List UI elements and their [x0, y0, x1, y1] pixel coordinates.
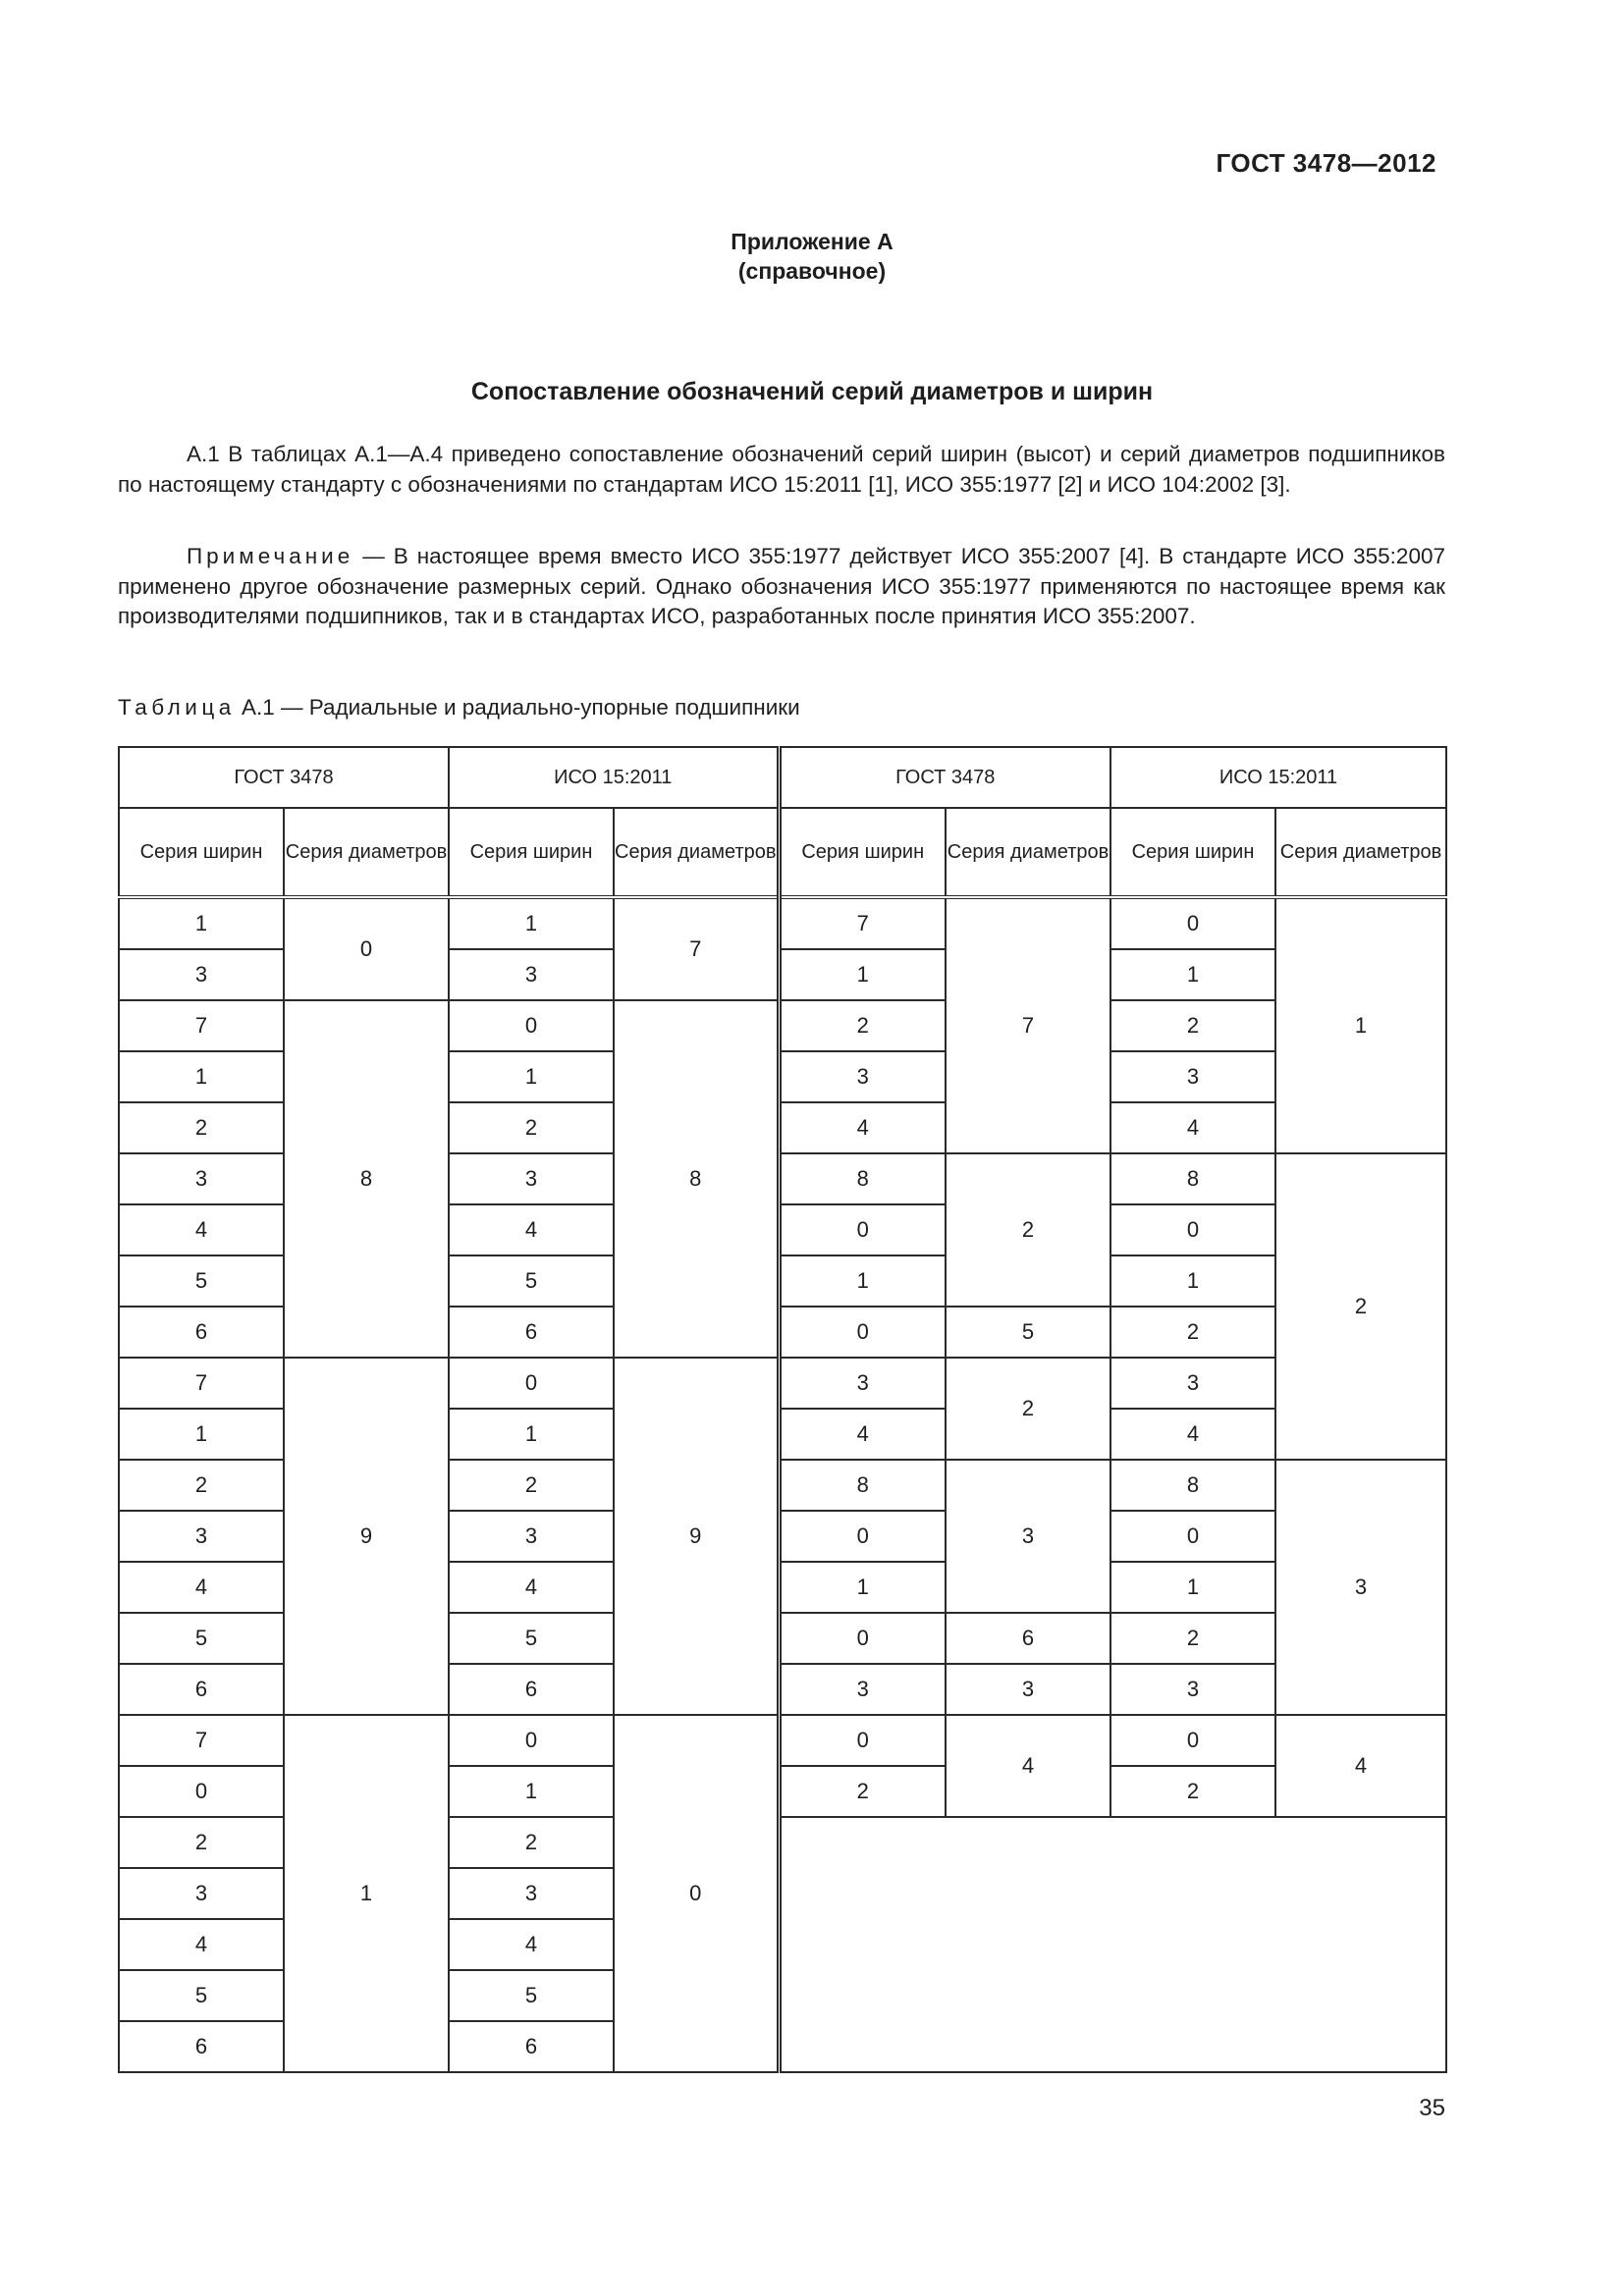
cell-gost-diam: 6	[946, 1613, 1110, 1664]
cell-iso-width: 0	[449, 1000, 614, 1051]
cell-gost-width: 4	[779, 1102, 946, 1153]
cell-gost-width: 7	[119, 1358, 284, 1409]
cell-gost-diam: 3	[946, 1664, 1110, 1715]
cell-iso-width: 6	[449, 1307, 614, 1358]
head-width: Серия ширин	[449, 808, 614, 897]
cell-iso-width: 3	[1110, 1358, 1275, 1409]
note-paragraph	[118, 542, 1445, 632]
cell-iso-width: 1	[1110, 949, 1275, 1000]
cell-iso-width: 0	[1110, 1715, 1275, 1766]
cell-iso-width: 4	[449, 1204, 614, 1255]
cell-iso-width: 2	[1110, 1307, 1275, 1358]
cell-iso-diam: 0	[614, 1715, 779, 2072]
cell-iso-width: 2	[449, 1817, 614, 1868]
cell-gost-width: 0	[779, 1613, 946, 1664]
head-width: Серия ширин	[1110, 808, 1275, 897]
table-caption	[118, 695, 800, 721]
cell-gost-width: 7	[119, 1715, 284, 1766]
cell-gost-width: 6	[119, 2021, 284, 2072]
cell-gost-width: 1	[779, 949, 946, 1000]
cell-iso-width: 1	[449, 1409, 614, 1460]
cell-gost-width: 1	[119, 1051, 284, 1102]
empty-block	[779, 1817, 1446, 2072]
cell-gost-width: 7	[779, 897, 946, 949]
cell-iso-width: 5	[449, 1613, 614, 1664]
cell-gost-width: 4	[119, 1562, 284, 1613]
cell-gost-diam: 5	[946, 1307, 1110, 1358]
cell-gost-width: 2	[119, 1460, 284, 1511]
cell-gost-width: 0	[119, 1766, 284, 1817]
cell-iso-diam: 2	[1275, 1153, 1446, 1460]
head-diam: Серия диаметров	[1275, 808, 1446, 897]
cell-iso-width: 0	[449, 1715, 614, 1766]
cell-gost-width: 6	[119, 1307, 284, 1358]
cell-iso-width: 4	[1110, 1102, 1275, 1153]
head-diam: Серия диаметров	[946, 808, 1110, 897]
cell-iso-width: 1	[449, 1766, 614, 1817]
cell-iso-width: 0	[1110, 1204, 1275, 1255]
cell-gost-width: 0	[779, 1307, 946, 1358]
head-iso-right: ИСО 15:2011	[1110, 747, 1446, 808]
cell-gost-width: 2	[119, 1817, 284, 1868]
cell-gost-width: 4	[119, 1204, 284, 1255]
table-row	[119, 1715, 1446, 1766]
standard-code: ГОСТ 3478—2012	[1216, 148, 1436, 178]
cell-iso-width: 3	[449, 1868, 614, 1919]
cell-iso-width: 1	[1110, 1562, 1275, 1613]
comparison-table	[118, 746, 1447, 2073]
head-width: Серия ширин	[119, 808, 284, 897]
cell-iso-width: 8	[1110, 1153, 1275, 1204]
cell-iso-width: 3	[1110, 1051, 1275, 1102]
head-iso-left: ИСО 15:2011	[449, 747, 779, 808]
cell-iso-width: 5	[449, 1255, 614, 1307]
cell-iso-width: 3	[449, 1511, 614, 1562]
cell-gost-width: 3	[779, 1358, 946, 1409]
table-caption-text: А.1 — Радиальные и радиально-упорные подшипники	[242, 695, 800, 720]
note-label: Примечание	[187, 544, 354, 568]
cell-iso-width: 2	[449, 1460, 614, 1511]
section-title: Сопоставление обозначений серий диаметров и ширин	[470, 378, 1154, 405]
cell-iso-width: 2	[1110, 1613, 1275, 1664]
cell-gost-width: 5	[119, 1613, 284, 1664]
annex-kind: (справочное)	[737, 258, 887, 284]
cell-gost-width: 0	[779, 1511, 946, 1562]
cell-iso-width: 0	[1110, 897, 1275, 949]
cell-iso-diam: 7	[614, 897, 779, 1000]
table-header-row-1	[119, 747, 1446, 808]
cell-iso-width: 8	[1110, 1460, 1275, 1511]
cell-iso-width: 4	[1110, 1409, 1275, 1460]
cell-gost-diam: 0	[284, 897, 449, 1000]
cell-gost-width: 4	[779, 1409, 946, 1460]
cell-iso-width: 5	[449, 1970, 614, 2021]
cell-iso-width: 6	[449, 1664, 614, 1715]
page-number: 35	[1419, 2095, 1445, 2121]
cell-iso-width: 6	[449, 2021, 614, 2072]
annex-heading	[0, 227, 1624, 286]
paragraph-a1-text: А.1 В таблицах А.1—А.4 приведено сопоставление обозначений серий ширин (высот) и серий диаметров подшипников по настоящему стандарту с обозначениями по стандартам ИСО 15:2011 [1], ИСО 355:1977 [2] и ИСО 104:2002 [3].	[118, 442, 1445, 497]
cell-iso-width: 4	[449, 1919, 614, 1970]
table-row	[119, 1000, 1446, 1051]
cell-iso-diam: 4	[1275, 1715, 1446, 1817]
head-width: Серия ширин	[779, 808, 946, 897]
cell-gost-width: 3	[119, 949, 284, 1000]
cell-iso-width: 0	[1110, 1511, 1275, 1562]
cell-gost-width: 4	[119, 1919, 284, 1970]
cell-gost-width: 1	[119, 897, 284, 949]
cell-gost-width: 0	[779, 1715, 946, 1766]
table-row	[119, 897, 1446, 949]
note-text: — В настоящее время вместо ИСО 355:1977 действует ИСО 355:2007 [4]. В стандарте ИСО 355:2007 применено другое обозначение размерных серий. Однако обозначения ИСО 355:1977 применяются по настоящее время как производителями подшипников, так и в стандартах ИСО, разработанных после принятия ИСО 355:2007.	[118, 544, 1445, 628]
cell-iso-width: 4	[449, 1562, 614, 1613]
cell-iso-width: 2	[1110, 1766, 1275, 1817]
cell-gost-width: 3	[119, 1511, 284, 1562]
cell-iso-width: 3	[1110, 1664, 1275, 1715]
cell-gost-width: 6	[119, 1664, 284, 1715]
cell-gost-diam: 7	[946, 897, 1110, 1153]
cell-gost-diam: 2	[946, 1153, 1110, 1307]
table-row	[119, 1358, 1446, 1409]
cell-gost-width: 0	[779, 1204, 946, 1255]
cell-gost-diam: 9	[284, 1358, 449, 1715]
cell-iso-width: 2	[1110, 1000, 1275, 1051]
cell-gost-width: 2	[779, 1000, 946, 1051]
cell-iso-diam: 1	[1275, 897, 1446, 1153]
cell-iso-diam: 3	[1275, 1460, 1446, 1715]
cell-gost-width: 1	[119, 1409, 284, 1460]
cell-gost-diam: 1	[284, 1715, 449, 2072]
cell-gost-width: 7	[119, 1000, 284, 1051]
cell-gost-width: 3	[779, 1664, 946, 1715]
cell-iso-width: 1	[449, 1051, 614, 1102]
table-caption-label: Таблица	[118, 695, 236, 720]
cell-gost-diam: 4	[946, 1715, 1110, 1817]
head-gost-right: ГОСТ 3478	[779, 747, 1110, 808]
cell-gost-width: 2	[119, 1102, 284, 1153]
cell-iso-diam: 9	[614, 1358, 779, 1715]
cell-gost-width: 8	[779, 1153, 946, 1204]
cell-gost-width: 2	[779, 1766, 946, 1817]
head-gost-left: ГОСТ 3478	[119, 747, 449, 808]
cell-iso-width: 3	[449, 949, 614, 1000]
annex-title: Приложение А	[731, 229, 893, 254]
cell-iso-width: 1	[1110, 1255, 1275, 1307]
cell-gost-diam: 2	[946, 1358, 1110, 1460]
cell-gost-width: 3	[119, 1868, 284, 1919]
cell-gost-width: 3	[119, 1153, 284, 1204]
head-diam: Серия диаметров	[284, 808, 449, 897]
head-diam: Серия диаметров	[614, 808, 779, 897]
cell-gost-width: 8	[779, 1460, 946, 1511]
cell-gost-width: 1	[779, 1255, 946, 1307]
cell-gost-diam: 8	[284, 1000, 449, 1358]
cell-gost-width: 3	[779, 1051, 946, 1102]
paragraph-a1	[118, 440, 1445, 500]
cell-gost-width: 5	[119, 1970, 284, 2021]
table-header-row-2	[119, 808, 1446, 897]
cell-iso-width: 3	[449, 1153, 614, 1204]
cell-iso-width: 0	[449, 1358, 614, 1409]
cell-gost-diam: 3	[946, 1460, 1110, 1613]
cell-gost-width: 1	[779, 1562, 946, 1613]
cell-iso-diam: 8	[614, 1000, 779, 1358]
cell-gost-width: 5	[119, 1255, 284, 1307]
cell-iso-width: 2	[449, 1102, 614, 1153]
cell-iso-width: 1	[449, 897, 614, 949]
